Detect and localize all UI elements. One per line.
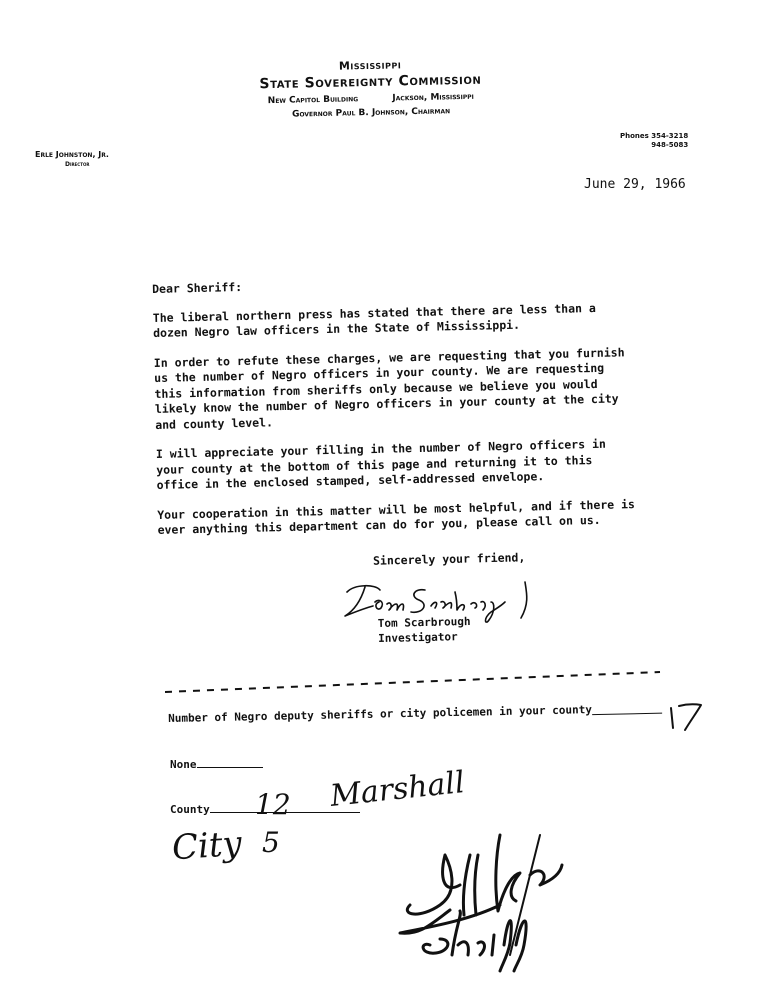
none-label: None bbox=[170, 758, 197, 771]
closing: Sincerely your friend, bbox=[372, 550, 526, 568]
none-field[interactable] bbox=[197, 767, 263, 768]
paragraph-1: The liberal northern press has stated that there are less than a dozen Negro law officers in the State of Mississippi. bbox=[152, 300, 596, 340]
city-label-handwritten: City bbox=[170, 823, 244, 869]
letter-date: June 29, 1966 bbox=[584, 177, 686, 192]
letterhead-state: Mississippi bbox=[338, 58, 402, 73]
phones-block bbox=[620, 132, 688, 150]
director-name: Erle Johnston, Jr. bbox=[35, 150, 109, 159]
tear-off-line bbox=[165, 668, 665, 698]
letterhead-governor: Governor Paul B. Johnson, Chairman bbox=[291, 106, 451, 120]
letterhead-building: New Capitol Building bbox=[267, 94, 359, 107]
county-value: 12 bbox=[255, 788, 291, 821]
phones-line-1: Phones 354-3218 bbox=[620, 132, 689, 140]
form-question bbox=[168, 702, 662, 725]
letterhead-city: Jackson, Mississippi bbox=[392, 91, 474, 104]
total-answer-field[interactable] bbox=[592, 713, 662, 715]
letter-body bbox=[152, 271, 638, 552]
signer-name: Tom Scarbrough bbox=[377, 614, 471, 631]
answer-total-text bbox=[0, 0, 1, 1]
paragraph-3: I will appreciate your filling in the number of Negro officers in your county at the bottom of this page and returning it to this office in the enclosed stamped, self-addressed envelope. bbox=[155, 436, 606, 492]
director-title: Director bbox=[65, 161, 90, 168]
city-value: 5 bbox=[262, 826, 280, 859]
signer-block bbox=[378, 614, 471, 646]
letterhead bbox=[225, 56, 516, 121]
director-block bbox=[35, 150, 109, 170]
form-question-text: Number of Negro deputy sheriffs or city policemen in your county bbox=[168, 703, 593, 725]
letterhead-address bbox=[226, 91, 516, 107]
sheriff-signature bbox=[390, 815, 620, 975]
signer-title: Investigator bbox=[378, 630, 458, 646]
none-row bbox=[170, 758, 263, 771]
paragraph-4: Your cooperation in this matter will be most helpful, and if there is ever anything this department can do for you, please call on us. bbox=[157, 496, 636, 537]
county-label: County bbox=[170, 803, 210, 816]
county-name: Marshall bbox=[328, 765, 467, 814]
salutation: Dear Sheriff: bbox=[152, 279, 243, 296]
phones-line-2: 948-5083 bbox=[651, 141, 689, 149]
letterhead-commission: State Sovereignty Commission bbox=[259, 71, 482, 93]
handwritten-total bbox=[665, 700, 710, 732]
paragraph-2: In order to refute these charges, we are requesting that you furnish us the number of Negro officers in your county. We are requesting this information from sheriffs only because we believe you would likely know the number of Negro officers in your county at the city and county level. bbox=[153, 344, 625, 432]
